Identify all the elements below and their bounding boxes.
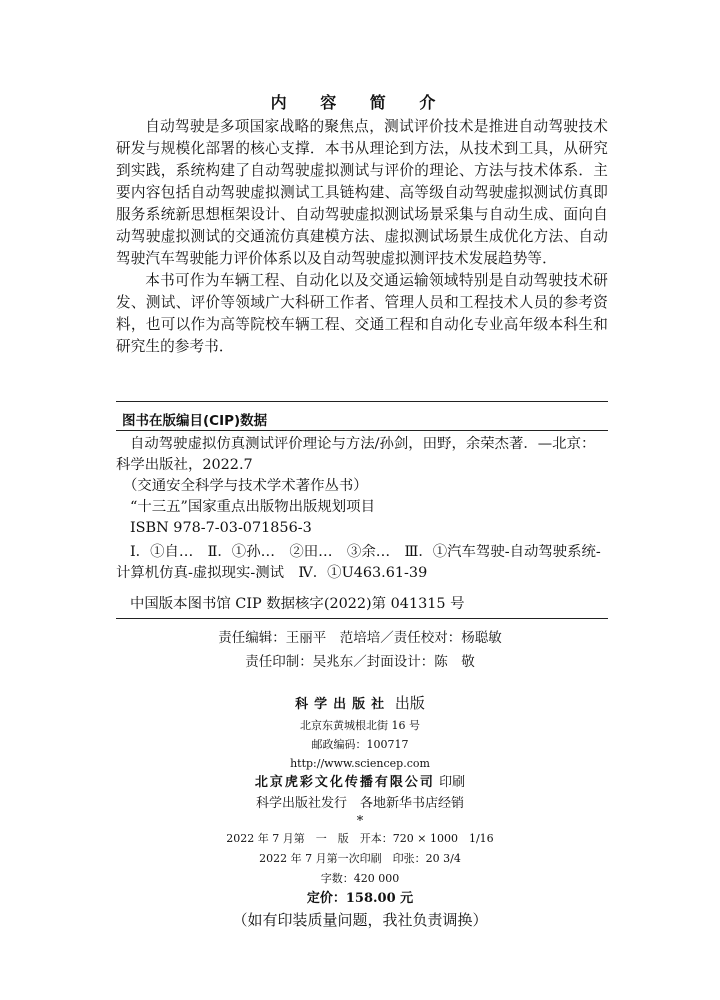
cip-heading-rule (116, 430, 608, 431)
cip-classification (116, 542, 610, 584)
cip-bottom-rule (116, 618, 608, 619)
cip-top-rule (116, 401, 608, 402)
publisher-postcode: 邮政编码：100717 (311, 738, 409, 751)
intro-paragraph-1: 自动驾驶是多项国家战略的聚焦点，测试评价技术是推进自动驾驶技术研发与规模化部署的核心支撑．本书从理论到方法，从技术到工具，从研究到实践，系统构建了自动驾驶虚拟测试与评价的理论、方法与技术体系．主要内容包括自动驾驶虚拟测试工具链构建、高等级自动驾驶虚拟测试仿真即服务系统新思想框架设计、自动驾驶虚拟测试场景采集与自动生成、面向自动驾驶虚拟测试的交通流仿真建模方法、虚拟测试场景生成优化方法、自动驾驶汽车驾驶能力评价体系以及自动驾驶虚拟测评技术发展趋势等． (116, 118, 608, 267)
cip-record (130, 594, 610, 615)
notice-line: （如有印装质量问题，我社负责调换） (232, 911, 488, 929)
publisher-name: 科学出版社 (295, 697, 391, 712)
editors-line-2: 责任印制：吴兆东／封面设计：陈 敬 (245, 654, 475, 670)
cip-record-number: 中国版本图书馆 CIP 数据核字(2022)第 041315 号 (130, 596, 465, 612)
imprint (0, 692, 720, 931)
publisher-suffix: 出版 (394, 694, 425, 712)
cip-line-4: “十三五”国家重点出版物出版规划项目 (130, 499, 375, 515)
separator-star: * (356, 814, 364, 829)
wordcount-line: 字数：420 000 (320, 872, 400, 885)
cip-heading: 图书在版编目(CIP)数据 (122, 413, 268, 429)
editors-line-1: 责任编辑：王丽平 范培培／责任校对：杨聪敏 (218, 630, 502, 646)
publisher-line (0, 692, 720, 716)
cip-entry (116, 434, 610, 539)
cip-line-7: 计算机仿真-虚拟现实-测试 Ⅳ．①U463.61-39 (116, 565, 428, 581)
edition-line: 2022 年 7 月第 一 版 开本：720 × 1000 1/16 (226, 832, 494, 845)
cip-line-5: ISBN 978-7-03-071856-3 (130, 520, 312, 536)
printer-line (0, 773, 720, 793)
intro-text (116, 116, 608, 358)
distribution-line: 科学出版社发行 各地新华书店经销 (255, 796, 464, 811)
cip-line-3: （交通安全科学与技术学术著作丛书） (123, 478, 368, 494)
printer-name: 北京虎彩文化传播有限公司 (254, 775, 435, 790)
printer-suffix: 印刷 (439, 775, 466, 790)
publisher-address: 北京东黄城根北街 16 号 (300, 719, 420, 732)
cip-line-2: 科学出版社，2022.7 (116, 457, 253, 473)
publisher-url: http://www.sciencep.com (290, 757, 430, 770)
intro-paragraph-2: 本书可作为车辆工程、自动化以及交通运输领域特别是自动驾驶技术研发、测试、评价等领域广大科研工作者、管理人员和工程技术人员的参考资料，也可以作为高等院校车辆工程、交通工程和自动化专业高年级本科生和研究生的参考书． (116, 272, 608, 355)
cip-line-6: Ⅰ．①自… Ⅱ．①孙… ②田… ③余… Ⅲ．①汽车驾驶-自动驾驶系统- (130, 544, 601, 560)
price-line: 定价：158.00 元 (306, 891, 414, 906)
intro-title: 内 容 简 介 (270, 93, 450, 112)
cip-line-1: 自动驾驶虚拟仿真测试评价理论与方法/孙剑，田野，余荣杰著．—北京： (130, 436, 596, 452)
printing-line: 2022 年 7 月第一次印刷 印张：20 3/4 (259, 852, 461, 865)
